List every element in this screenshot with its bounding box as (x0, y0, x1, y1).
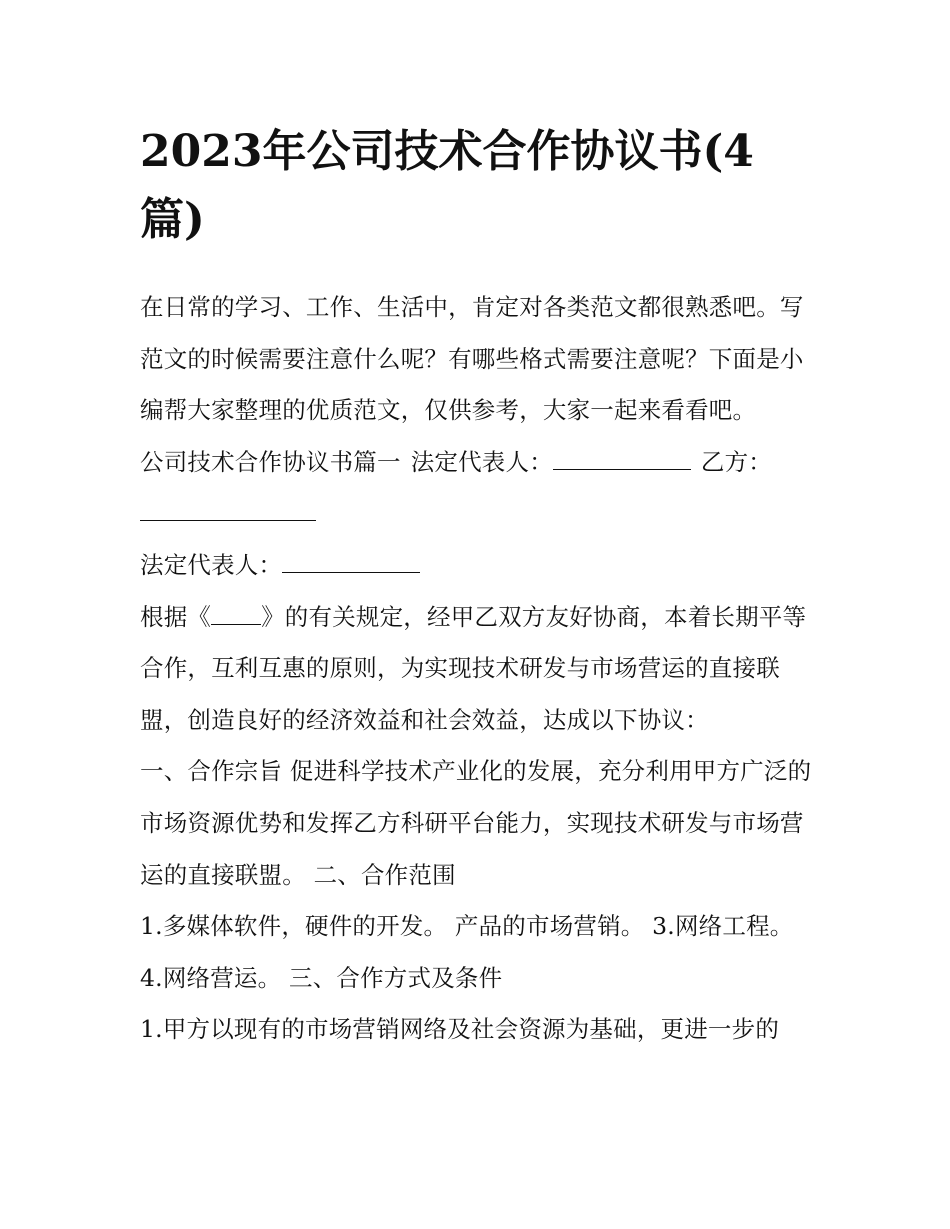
law-name-blank (211, 604, 261, 625)
method-paragraph: 1.甲方以现有的市场营销网络及社会资源为基础，更进一步的 (140, 1015, 780, 1044)
party-b-label: 乙方： (700, 447, 773, 476)
basis-paragraph (140, 592, 820, 747)
basis-prefix: 根据《 (140, 602, 212, 631)
party-b-rep-line (140, 540, 820, 592)
scope-items-paragraph: 1.多媒体软件，硬件的开发。 产品的市场营销。 3.网络工程。 4.网络营运。 三、合作方式及条件 (140, 912, 794, 992)
party-b-blank (140, 500, 316, 521)
purpose-paragraph: 一、合作宗旨 促进科学技术产业化的发展，充分利用甲方广泛的市场资源优势和发挥乙方科研平台能力，实现技术研发与市场营运的直接联盟。 二、合作范围 (140, 757, 812, 889)
document-title: 2023年公司技术合作协议书(4篇) (140, 126, 754, 245)
basis-text: 》的有关规定，经甲乙双方友好协商，本着长期平等合作，互利互惠的原则，为实现技术研发与市场营运的直接联盟，创造良好的经济效益和社会效益，达成以下协议： (140, 602, 807, 734)
party-b-rep-blank (282, 552, 420, 573)
party-a-rep-blank (553, 449, 691, 470)
party-a-rep-label: 法定代表人： (410, 447, 553, 476)
section-heading-line (140, 437, 820, 540)
document-body (140, 118, 820, 1056)
section-title: 公司技术合作协议书篇一 (140, 447, 401, 476)
party-b-rep-label: 法定代表人： (140, 550, 283, 579)
intro-paragraph: 在日常的学习、工作、生活中，肯定对各类范文都很熟悉吧。写范文的时候需要注意什么呢？有哪些格式需要注意呢？下面是小编帮大家整理的优质范文，仅供参考，大家一起来看看吧。 (140, 293, 804, 425)
